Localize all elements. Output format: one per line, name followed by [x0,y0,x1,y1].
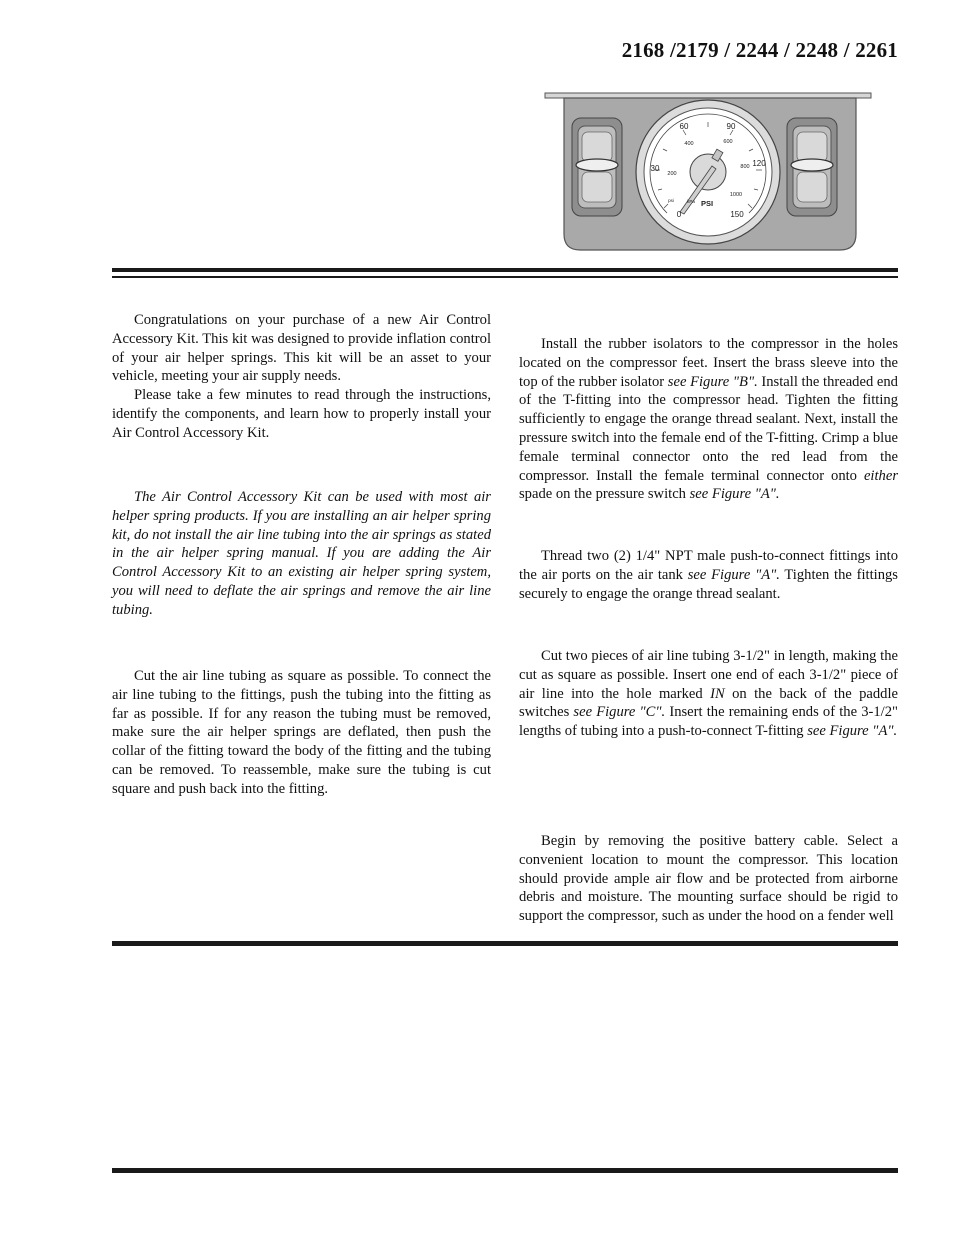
kpa-tick-1000: 1000 [729,192,743,198]
part-numbers-title: 2168 /2179 / 2244 / 2248 / 2261 [621,38,898,62]
intro-paragraph-2: Please take a few minutes to read through the instructions, identify the components, and learn how to properly install your Air Control Accessory Kit. [112,387,491,441]
note-paragraph: The Air Control Accessory Kit can be used with most air helper spring products. If you are installing an air helper spring kit, do not install the air line tubing into the air springs as stated in the air helper spring manual. If you are adding the Air Control Accessory Kit to an existing air helper spring system, you will need to deflate the air springs and remove the air line tubing. [112,489,491,618]
psi-tick-0: 0 [676,210,682,219]
kpa-tick-800: 800 [740,164,750,170]
compressor-section [519,335,898,504]
top-rule-thin [112,276,898,278]
intro-section [112,311,491,443]
psi-tick-150: 150 [730,210,744,219]
gauge-psi-small-label: psi [668,198,674,203]
paddle-switch-section [519,647,898,741]
intro-paragraph-1: Congratulations on your purchase of a new Air Control Accessory Kit. This kit was designed to provide inflation control of your air helper springs. This kit will be an asset to your vehicle, meeting your air supply needs. [112,312,491,385]
psi-tick-30: 30 [650,164,660,173]
top-rule-thick [112,268,898,272]
note-section [112,488,491,620]
psi-tick-60: 60 [679,122,689,131]
tubing-paragraph: Cut the air line tubing as square as possible. To connect the air line tubing to the fittings, push the tubing into the fitting as far as possible. If for any reason the tubing must be removed, make sure the air helper springs are deflated, then push the collar of the fitting toward the body of the fitting and the tubing can be removed. To reassemble, make sure the tubing is cut square and push back into the fitting. [112,668,491,797]
psi-tick-120: 120 [752,159,766,168]
gauge-kpa-label: kPa [687,199,695,204]
gauge-unit-label: PSI [700,199,714,208]
left-paddle-switch-icon [572,118,622,216]
mounting-section [519,832,898,926]
kpa-tick-600: 600 [723,139,733,145]
middle-rule [112,941,898,946]
right-paddle-switch-icon [787,118,837,216]
kpa-tick-200: 200 [667,171,677,177]
paddle-switch-paragraph: Cut two pieces of air line tubing 3-1/2" in length, making the cut as square as possible. Insert one end of each 3-1/2" piece of air line into the hole marked IN on the back of the paddle switches see Figure "C". Insert the remaining ends of the 3-1/2" lengths of tubing into a push-to-connect T-fitting see Figure "A". [519,648,898,740]
bottom-rule [112,1168,898,1173]
air-tank-section [519,547,898,603]
air-tank-paragraph: Thread two (2) 1/4" NPT male push-to-connect fittings into the air ports on the air tank see Figure "A". Tighten the fittings securely to engage the orange thread sealant. [519,548,898,602]
kpa-tick-400: 400 [684,141,694,147]
control-panel-illustration [540,86,880,260]
mounting-paragraph: Begin by removing the positive battery cable. Select a convenient location to mount the compressor. This location should provide ample air flow and be protected from airborne debris and moisture. The mounting surface should be rigid to support the compressor, such as under the hood on a fender well [519,833,898,925]
tubing-section [112,667,491,799]
pressure-gauge-icon [636,100,780,244]
bracket-bar [545,93,871,98]
compressor-paragraph: Install the rubber isolators to the compressor in the holes located on the compressor feet. Insert the brass sleeve into the top of the rubber isolator see Figure "B". Install the threaded end of the T-fitting into the compressor head. Tighten the fitting sufficiently to engage the orange thread sealant. Next, install the pressure switch into the female end of the T-fitting. Crimp a blue female terminal connector onto the red lead from the compressor. Install the female terminal connector onto either spade on the pressure switch see Figure "A". [519,336,898,503]
psi-tick-90: 90 [726,122,736,131]
